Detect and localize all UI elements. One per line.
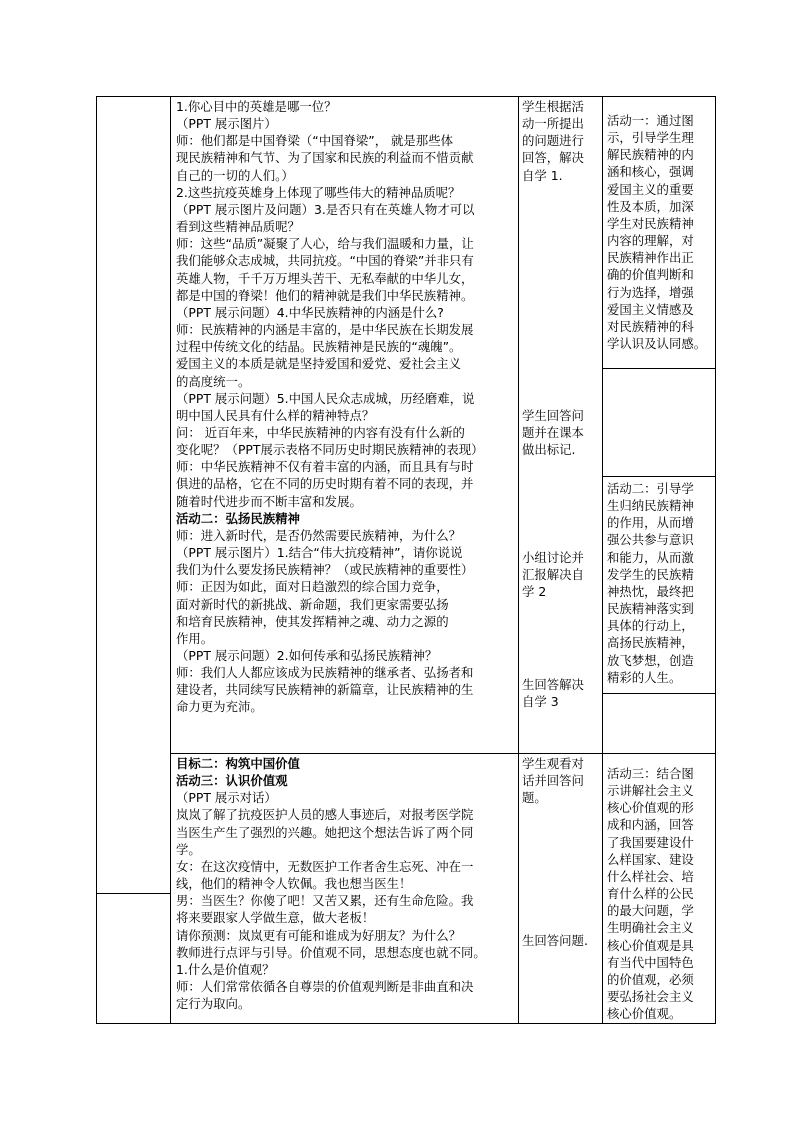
content-line: 变化呢？（PPT展示表格不同历史时期民族精神的表现） [176,442,484,458]
content-line: 的高度统一。 [176,373,251,389]
student-line: 小组讨论并 [522,550,584,565]
lesson-plan-table [96,96,716,1024]
intent-line: 对民族精神的科 [607,318,694,334]
student-line: 生回答问题. [522,933,588,948]
content-cell-goal1 [176,98,516,750]
intent-line: 示讲解社会主义 [607,783,694,799]
content-line: 过程中传统文化的结晶。民族精神是民族的“魂魄”。 [176,339,462,355]
student-line: 学生观看对 [522,756,584,771]
intent-line: 神热忱，最终把 [607,583,694,599]
intent-line: 具体的行动上， [607,618,694,634]
design-intent-3 [607,765,713,1022]
column-divider-2 [518,96,519,1024]
activity2-heading: 活动二：弘扬民族精神 [176,510,300,526]
intent-line: 强公共参与意识 [607,532,694,548]
intent-line: 爱国主义情感及 [607,301,694,317]
student-activity-5 [522,755,600,806]
content-line: 问： 近百年来，中华民族精神的内容有没有什么新的 [176,424,465,440]
student-line: 自学 3 [522,694,559,710]
content-line: 1.什么是价值观？ [176,961,275,977]
content-line: （PPT 展示图片及问题）3.是否只有在英雄人物才可以 [176,201,475,217]
student-line: 学生根据活 [522,99,584,114]
student-line: 学 2 [522,584,547,600]
intent-line: 高扬民族精神， [607,635,694,651]
table-border-right [715,96,716,1024]
first-column-divider [96,893,171,894]
content-line: 爱国主义的本质是就是坚持爱国和爱党、爱社会主义 [176,356,461,372]
content-line: 随着时代进步而不断丰富和发展。 [176,493,362,509]
student-activity-3 [522,549,600,600]
intent-line: 性及本质，加深 [607,198,694,214]
column-divider-3 [602,96,603,1024]
content-line: 师：我们人人都应该成为民族精神的继承者、弘扬者和 [176,665,474,681]
student-line: 回答，解决 [522,150,584,166]
student-line: 学生回答问 [522,408,584,423]
intent-line: 示，引导学生理 [607,130,694,146]
intent-divider-1 [603,368,716,369]
intent-line: 活动三：结合图 [607,766,694,781]
content-line: 将来要跟家人学做生意，做大老板！ [176,910,375,926]
intent-line: 爱国主义的重要 [607,181,694,197]
intent-line: 育什么样的公民 [607,886,694,902]
content-line: 都是中国的脊梁！他们的精神就是我们中华民族精神。 [176,287,474,303]
table-border-top [96,96,716,97]
design-intent-1 [607,112,713,352]
content-line: 面对新时代的新挑战、新命题，我们更家需要弘扬 [176,596,449,612]
content-line: 俱进的品格，它在不同的历史时期有着不同的表现，并 [176,476,474,492]
content-line: 师：人们常常依循各自尊崇的价值观判断是非曲直和决 [176,979,474,995]
intent-line: 放飞梦想，创造 [607,652,694,668]
content-line: 当医生产生了强烈的兴趣。她把这个想法告诉了两个同 [176,824,474,840]
row-divider-goal2 [171,753,716,754]
content-line: 定行为取向。 [176,996,251,1012]
content-line: 请你预测：岚岚更有可能和谁成为好朋友？为什么？ [176,927,461,943]
content-line: 我们能够众志成城，共同抗疫。“中国的脊梁”并非只有 [176,253,474,269]
intent-line: 什么样社会、培 [607,868,694,884]
content-line: 师：这些“品质”凝聚了人心，给与我们温暖和力量，让 [176,236,474,252]
content-line: （PPT 展示问题）4.中华民族精神的内涵是什么? [176,304,444,320]
intent-line: 核心价值观。 [607,1006,682,1022]
intent-line: 成和内涵，回答 [607,817,694,833]
student-activity-6 [522,932,600,949]
content-line: 英雄人物，千千万万埋头苦干、无私奉献的中华儿女， [176,270,474,286]
intent-line: 要弘扬社会主义 [607,989,694,1005]
content-line: 女：在这次疫情中，无数医护工作者舍生忘死、冲在一 [176,858,474,874]
intent-line: 生归纳民族精神 [607,498,694,514]
intent-line: 么样国家、建设 [607,851,694,867]
intent-divider-2 [603,476,716,477]
content-line: 师：中华民族精神不仅有着丰富的内涵，而且具有与时 [176,459,474,475]
intent-line: 确的价值判断和 [607,267,694,283]
intent-line: 生明确社会主义 [607,920,694,936]
intent-line: 涵和核心，强调 [607,164,694,180]
student-line: 自学 1. [522,167,563,183]
table-border-bottom [96,1023,716,1024]
content-line: 2.这些抗疫英雄身上体现了哪些伟大的精神品质呢？ [176,184,461,200]
content-line: （PPT 展示问题）2.如何传承和弘扬民族精神？ [176,648,438,663]
activity3-heading: 活动三：认识价值观 [176,773,288,789]
student-activity-1 [522,98,600,184]
content-line: 自己的一切的人们。） [176,167,294,183]
intent-line: 了我国要建设什 [607,834,694,850]
intent-line: 的价值观，必须 [607,971,694,987]
content-line: 和培育民族精神，使其发挥精神之魂、动力之源的 [176,613,449,629]
intent-line: 有当代中国特色 [607,954,694,970]
content-cell-goal2 [176,755,516,1021]
student-line: 题并在课本 [522,425,584,441]
content-line: 命力更为充沛。 [176,699,263,715]
content-line: 师：进入新时代，是否仍然需要民族精神，为什么？ [176,527,461,543]
intent-line: 核心价值观的形 [607,800,694,816]
column-divider-1 [170,96,171,1024]
intent-divider-3 [603,693,716,694]
intent-line: 精彩的人生。 [607,669,682,685]
content-line: 现民族精神和气节、为了国家和民族的利益而不惜贡献 [176,150,474,166]
content-line: 看到这些精神品质呢？ [176,219,300,235]
intent-line: 活动一：通过图 [607,113,694,128]
student-line: 的问题进行 [522,133,584,149]
intent-line: 民族精神落实到 [607,601,694,617]
content-line: （PPT 展示对话） [176,790,277,806]
intent-line: 的作用，从而增 [607,515,694,531]
student-line: 生回答解决 [522,677,584,692]
intent-line: 活动二：引导学 [607,481,694,496]
content-line: 师：民族精神的内涵是丰富的，是中华民族在长期发展 [176,322,474,338]
intent-line: 学生对民族精神 [607,215,694,231]
content-line: 岚岚了解了抗疫医护人员的感人事迹后，对报考医学院 [176,807,474,823]
intent-line: 解民族精神的内 [607,147,694,163]
goal2-heading: 目标二：构筑中国价值 [176,756,300,771]
content-line: （PPT 展示图片）1.结合“伟大抗疫精神”，请你说说 [176,545,463,561]
student-activity-2 [522,407,600,458]
intent-line: 的最大问题，学 [607,903,694,919]
table-border-left [96,96,97,1024]
student-line: 动一所提出 [522,116,584,132]
intent-line: 和能力，从而激 [607,549,694,565]
content-line: 男：当医生？你傻了吧！又苦又累，还有生命危险。我 [176,893,474,909]
student-line: 话并回答问 [522,773,584,789]
content-line: 师：他们都是中国脊梁（“中国脊梁”， 就是那些体 [176,133,453,149]
student-activity-4 [522,676,600,710]
intent-line: 核心价值观是具 [607,937,694,953]
content-line: 建设者，共同续写民族精神的新篇章，让民族精神的生 [176,682,474,698]
intent-line: 内容的理解，对 [607,233,694,249]
content-line: 1.你心目中的英雄是哪一位？ [176,99,337,114]
content-line: 师：正因为如此，面对日趋激烈的综合国力竞争， [176,579,449,595]
content-line: 学。 [176,841,201,857]
content-line: （PPT 展示图片） [176,116,277,132]
intent-line: 学认识及认同感。 [607,336,707,352]
intent-line: 民族精神作出正 [607,250,694,266]
content-line: （PPT 展示问题）5.中国人民众志成城，历经磨难，说 [176,390,475,406]
content-line: 线，他们的精神令人钦佩。我也想当医生！ [176,876,412,892]
content-line: 我们为什么要发扬民族精神？（或民族精神的重要性） [176,562,474,578]
student-line: 题。 [522,790,547,806]
content-line: 明中国人民具有什么样的精神特点？ [176,407,375,423]
design-intent-2 [607,480,713,686]
student-line: 汇报解决自 [522,567,584,583]
student-line: 做出标记. [522,442,576,458]
content-line: 作用。 [176,630,214,646]
intent-line: 行为选择，增强 [607,284,694,300]
intent-line: 发学生的民族精 [607,566,694,582]
content-line: 教师进行点评与引导。价值观不同，思想态度也就不同。 [176,944,486,960]
